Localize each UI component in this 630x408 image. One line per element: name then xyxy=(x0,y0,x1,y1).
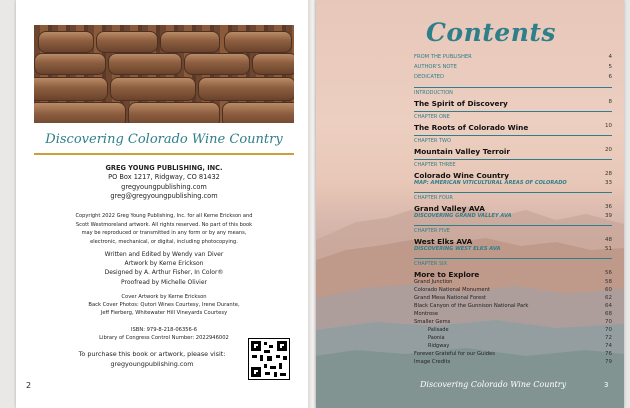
wine-barrels-photo xyxy=(34,25,294,123)
toc-divider xyxy=(414,159,612,160)
footer-title: Discovering Colorado Wine Country xyxy=(420,380,567,389)
toc-page-number: 76 xyxy=(605,351,612,357)
page-number-left: 2 xyxy=(26,381,32,390)
toc-label: FROM THE PUBLISHER xyxy=(414,54,472,60)
left-page xyxy=(16,0,312,408)
toc-page-number: 33 xyxy=(605,180,612,186)
toc-page-number: 8 xyxy=(608,98,612,105)
publisher-name: GREG YOUNG PUBLISHING, INC. xyxy=(105,164,223,172)
toc-page-number: 70 xyxy=(605,319,612,325)
toc-page-number: 70 xyxy=(605,327,612,333)
toc-page-number: 72 xyxy=(605,335,612,341)
toc-page-number: 5 xyxy=(608,64,612,70)
toc-label: CHAPTER ONE xyxy=(414,114,450,120)
toc-label: More to Explore xyxy=(414,269,480,279)
toc-label: Mountain Valley Terroir xyxy=(414,146,510,156)
toc-label: Smaller Gems xyxy=(414,319,451,325)
toc-page-number: 4 xyxy=(608,54,612,60)
qr-code-icon[interactable] xyxy=(248,338,290,380)
toc-divider xyxy=(414,135,612,136)
cover-credit-line: Jeff Fierberg, Whitewater Hill Vineyards Courtesy xyxy=(100,310,228,317)
toc-label: Colorado Wine Country xyxy=(414,170,510,180)
toc-page-number: 74 xyxy=(605,343,612,349)
toc-page-number: 79 xyxy=(605,359,612,365)
barrel xyxy=(108,53,182,75)
toc-label: Grand Mesa National Forest xyxy=(414,295,486,301)
credit-line: Written and Edited by Wendy van Diver xyxy=(104,251,224,258)
barrel xyxy=(160,31,220,53)
toc-page-number: 56 xyxy=(605,269,612,276)
barrel xyxy=(34,53,106,75)
gold-divider xyxy=(34,153,294,155)
toc-page-number: 48 xyxy=(605,236,612,243)
toc-page-number: 28 xyxy=(605,170,612,177)
toc-label: AUTHOR'S NOTE xyxy=(414,64,457,70)
barrel xyxy=(128,102,220,123)
isbn-line: ISBN: 979-8-218-06356-6 xyxy=(130,327,198,333)
toc-label: Black Canyon of the Gunnison National Park xyxy=(414,303,529,309)
toc-label: CHAPTER FOUR xyxy=(414,195,453,201)
cover-credits-block xyxy=(34,293,294,318)
toc-page-number: 6 xyxy=(608,74,612,80)
right-page xyxy=(316,0,624,408)
publisher-address: PO Box 1217, Ridgway, CO 81432 xyxy=(108,173,220,182)
toc-label: DISCOVERING GRAND VALLEY AVA xyxy=(414,213,512,219)
copyright-block xyxy=(34,212,294,246)
toc-divider xyxy=(414,225,612,226)
credit-line: Proofread by Michelle Olivier xyxy=(121,278,207,286)
toc-label: The Roots of Colorado Wine xyxy=(414,122,529,132)
publisher-website: gregyoungpublishing.com xyxy=(121,182,207,191)
toc-label: Ridgway xyxy=(428,343,450,349)
purchase-block xyxy=(68,350,236,369)
toc-page-number: 36 xyxy=(605,203,612,210)
toc-label: CHAPTER SIX xyxy=(414,261,448,267)
barrel xyxy=(34,77,108,101)
copyright-line: Scott Westmoreland artwork. All rights reserved. No part of this book xyxy=(75,221,253,228)
page-number-right: 3 xyxy=(604,381,609,389)
toc-label: Paonia xyxy=(428,335,445,341)
toc-page-number: 64 xyxy=(605,303,612,309)
toc-divider xyxy=(414,87,612,88)
toc-label: MAP: AMERICAN VITICULTURAL AREAS OF COLORADO xyxy=(414,180,567,186)
barrel xyxy=(184,53,250,75)
toc-label: DISCOVERING WEST ELKS AVA xyxy=(414,246,501,252)
barrel xyxy=(110,77,196,101)
contents-heading: Contents xyxy=(426,18,557,47)
toc-label: West Elks AVA xyxy=(414,236,473,246)
barrel xyxy=(34,102,126,123)
barrel xyxy=(222,102,294,123)
toc-label: Montrose xyxy=(414,311,439,317)
barrel xyxy=(198,77,294,101)
copyright-line: electronic, mechanical, or digital, including photocopying. xyxy=(90,238,238,245)
purchase-text: To purchase this book or artwork, please visit: xyxy=(78,350,226,358)
copyright-line: Copyright 2022 Greg Young Publishing, Inc. for all Kerne Erickson and xyxy=(75,213,253,219)
copyright-line: may be reproduced or transmitted in any form or by any means, xyxy=(81,230,247,236)
credit-line: Artwork by Kerne Erickson xyxy=(124,260,204,268)
credit-line: Designed by A. Arthur Fisher, In Color® xyxy=(104,269,224,277)
barrel xyxy=(38,31,94,53)
toc-label: CHAPTER THREE xyxy=(414,162,456,168)
toc-page-number: 62 xyxy=(605,295,612,301)
toc-label: CHAPTER TWO xyxy=(414,138,451,144)
toc-divider xyxy=(414,111,612,112)
toc-label: Palisade xyxy=(428,327,449,333)
toc-label: Image Credits xyxy=(414,359,451,365)
toc-label: DEDICATED xyxy=(414,74,445,80)
cover-credit-line: Back Cover Photos: Qutori Wines Courtesy, Irene Durante, xyxy=(88,302,240,309)
cover-credit-line: Cover Artwork by Kerne Erickson xyxy=(121,294,207,300)
lccn-line: Library of Congress Control Number: 2022946002 xyxy=(99,335,229,342)
toc-divider xyxy=(414,258,612,259)
toc-label: Grand Valley AVA xyxy=(414,203,485,213)
credits-block xyxy=(34,250,294,287)
toc-page-number: 51 xyxy=(605,246,612,252)
publisher-block xyxy=(34,164,294,202)
toc-label: Colorado National Monument xyxy=(414,287,490,293)
toc-page-number: 68 xyxy=(605,311,612,317)
toc-label: The Spirit of Discovery xyxy=(414,98,508,108)
barrel xyxy=(252,53,294,75)
purchase-url[interactable]: gregyoungpublishing.com xyxy=(110,359,194,368)
toc-label: INTRODUCTION xyxy=(414,90,453,96)
toc-page-number: 10 xyxy=(605,122,612,129)
toc-label: Grand Junction xyxy=(414,279,453,285)
toc-page-number: 58 xyxy=(605,279,612,285)
toc-label: Forever Grateful for our Guides xyxy=(414,351,495,357)
barrel xyxy=(224,31,292,53)
toc-label: CHAPTER FIVE xyxy=(414,228,450,234)
toc-page-number: 39 xyxy=(605,213,612,219)
publisher-email: greg@gregyoungpublishing.com xyxy=(110,192,218,201)
toc-divider xyxy=(414,192,612,193)
barrel xyxy=(96,31,158,53)
book-title: Discovering Colorado Wine Country xyxy=(45,132,283,147)
toc-page-number: 60 xyxy=(605,287,612,293)
toc-page-number: 20 xyxy=(605,146,612,153)
